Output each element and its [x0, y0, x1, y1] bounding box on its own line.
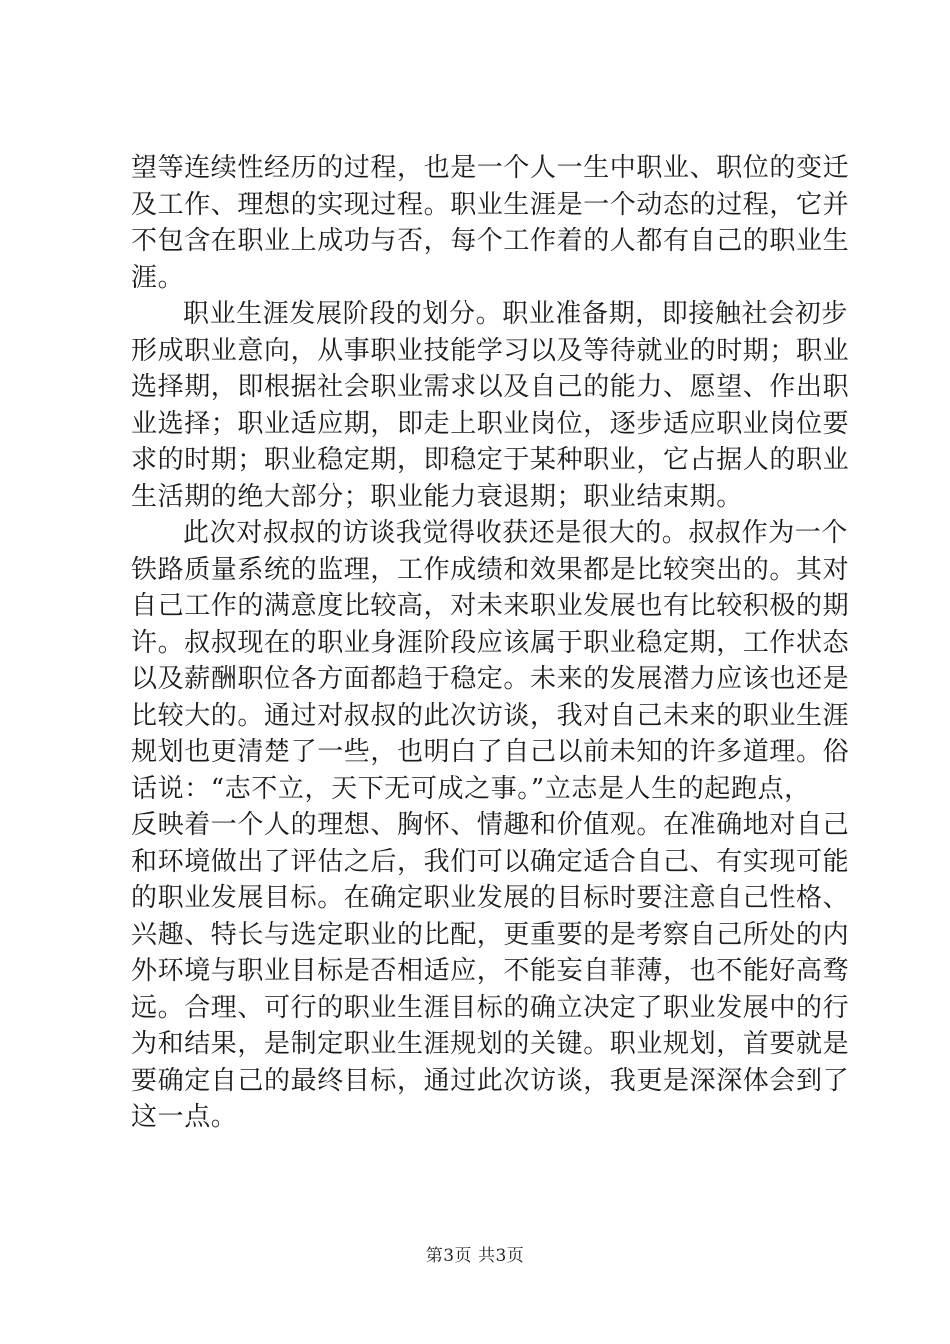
- text-line: 形成职业意向，从事职业技能学习以及等待就业的时期；职业: [131, 335, 850, 366]
- text-line: 兴趣、特长与选定职业的比配，更重要的是考察自己所处的内: [131, 919, 850, 950]
- text-line: 生活期的绝大部分；职业能力衰退期；职业结束期。: [131, 481, 743, 512]
- text-line: 业选择；职业适应期，即走上职业岗位，逐步适应职业岗位要: [131, 408, 850, 439]
- text-line: 反映着一个人的理想、胸怀、情趣和价值观。在准确地对自己: [131, 810, 850, 840]
- text-line: 比较大的。通过对叔叔的此次访谈，我对自己未来的职业生涯: [131, 700, 850, 731]
- text-line: 涯。: [131, 262, 185, 293]
- body-text: [131, 150, 850, 1136]
- text-line: 的职业发展目标。在确定职业发展的目标时要注意自己性格、: [131, 883, 850, 913]
- text-line: 外环境与职业目标是否相适应，不能妄自菲薄，也不能好高骛: [131, 956, 850, 986]
- text-line: 许。叔叔现在的职业身涯阶段应该属于职业稳定期，工作状态: [131, 627, 850, 658]
- page-number-footer: 第3页 共3页: [425, 1246, 525, 1266]
- text-line: 要确定自己的最终目标，通过此次访谈，我更是深深体会到了: [131, 1065, 850, 1096]
- text-line: 选择期，即根据社会职业需求以及自己的能力、愿望、作出职: [131, 372, 850, 402]
- text-line: 以及薪酬职位各方面都趋于稳定。未来的发展潜力应该也还是: [131, 664, 850, 694]
- text-line: 不包含在职业上成功与否，每个工作着的人都有自己的职业生: [131, 226, 850, 256]
- paragraph-start-line: 职业生涯发展阶段的划分。职业准备期，即接触社会初步: [183, 299, 849, 329]
- text-line: 求的时期；职业稳定期，即稳定于某种职业，它占据人的职业: [131, 445, 850, 475]
- text-line: 铁路质量系统的监理，工作成绩和效果都是比较突出的。其对: [131, 554, 850, 585]
- text-line: 远。合理、可行的职业生涯目标的确立决定了职业发展中的行: [131, 992, 850, 1023]
- text-line: 和环境做出了评估之后，我们可以确定适合自己、有实现可能: [131, 846, 850, 877]
- paragraph-start-line: 此次对叔叔的访谈我觉得收获还是很大的。叔叔作为一个: [183, 518, 849, 548]
- text-line: 望等连续性经历的过程，也是一个人一生中职业、职位的变迁: [131, 153, 850, 183]
- text-line: 这一点。: [131, 1102, 238, 1132]
- text-line: 自己工作的满意度比较高，对未来职业发展也有比较积极的期: [131, 591, 850, 621]
- text-line: 话说：“志不立，天下无可成之事。”立志是人生的起跑点，: [131, 773, 811, 804]
- text-line: 及工作、理想的实现过程。职业生涯是一个动态的过程，它并: [131, 189, 850, 220]
- text-line: 为和结果，是制定职业生涯规划的关键。职业规划，首要就是: [131, 1029, 850, 1059]
- text-line: 规划也更清楚了一些，也明白了自己以前未知的许多道理。俗: [131, 737, 850, 767]
